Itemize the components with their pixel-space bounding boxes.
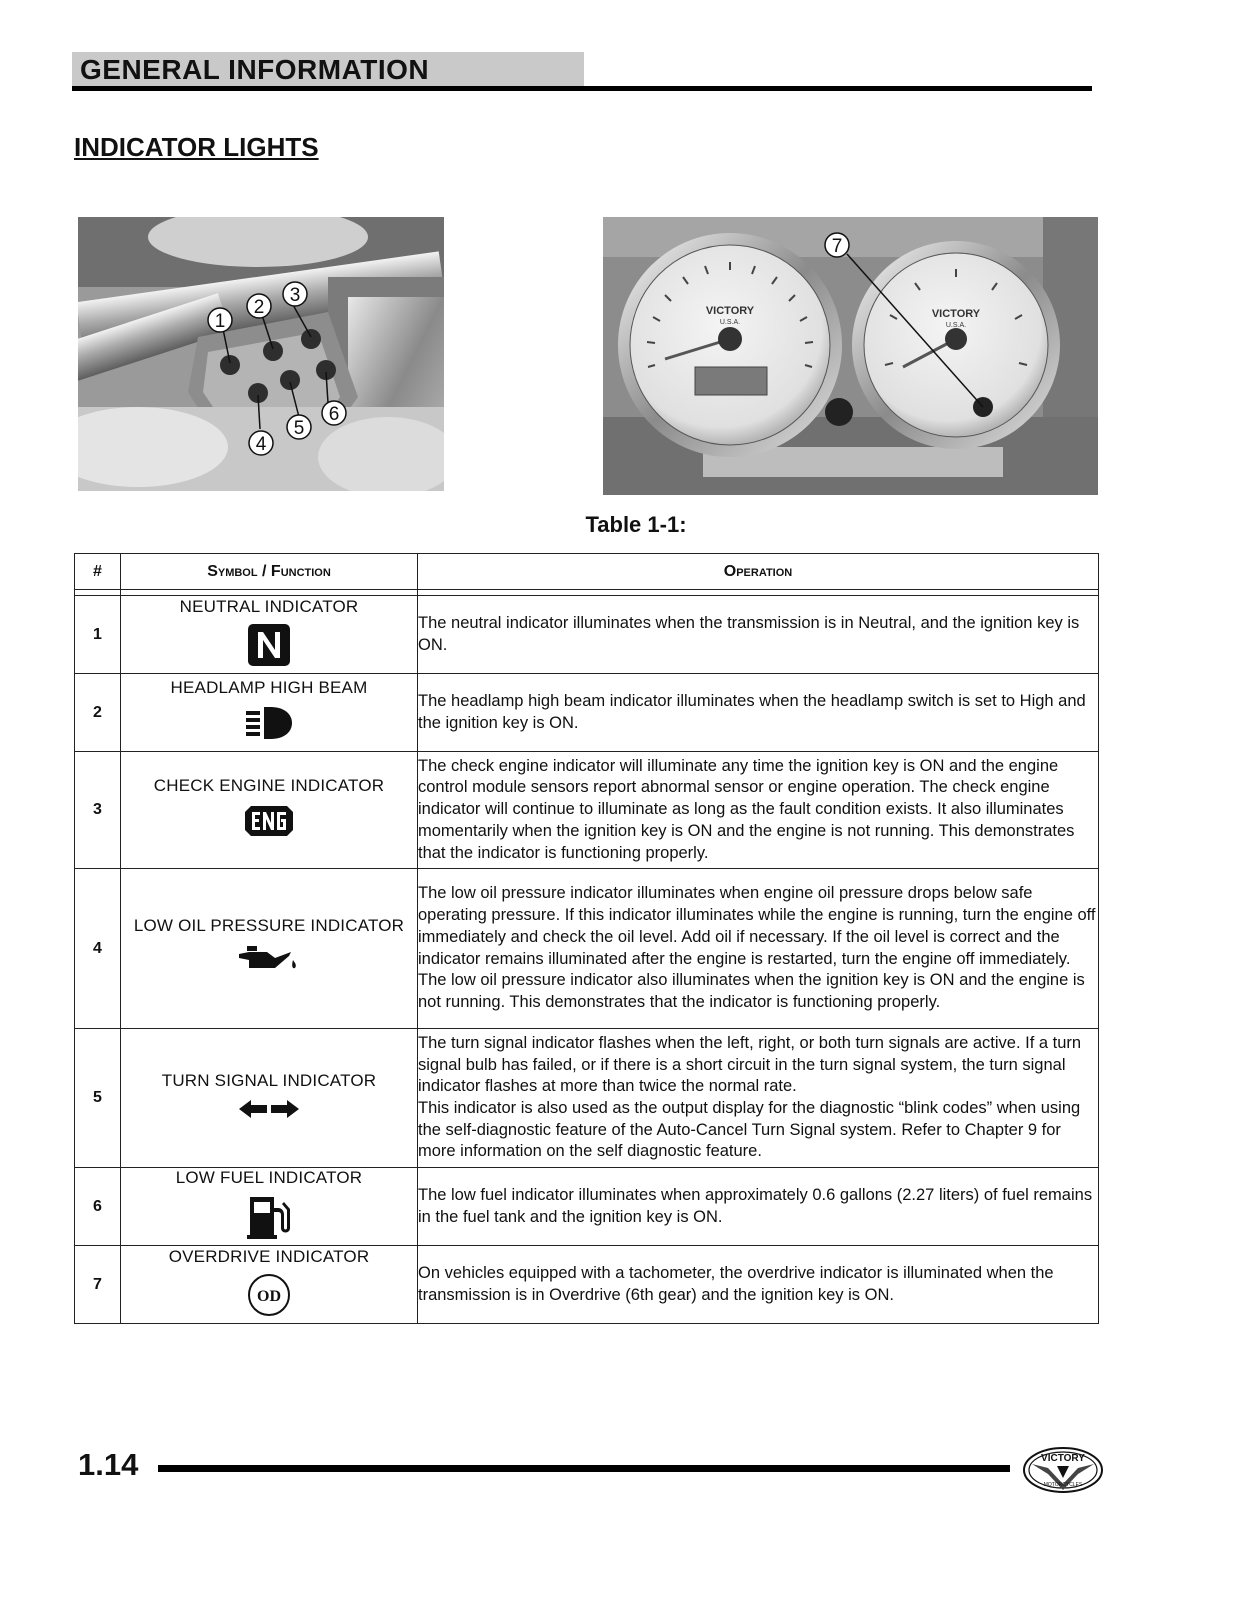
header-num: # (75, 554, 121, 590)
victory-logo (1022, 1446, 1104, 1494)
row-number: 5 (75, 1029, 121, 1168)
speedo-brand: VICTORY (705, 305, 755, 317)
operation-text: The headlamp high beam indicator illuminates when the headlamp switch is set to High and the ignition key is ON. (418, 691, 1086, 732)
callout-7: 7 (831, 236, 843, 257)
symbol-label: NEUTRAL INDICATOR (179, 597, 359, 616)
symbol-cell (121, 1246, 418, 1324)
indicator-table (74, 553, 1099, 1324)
row-number: 3 (75, 752, 121, 869)
operation-cell (418, 1029, 1099, 1168)
logo-subtext: MOTORCYCLES (1043, 1482, 1083, 1488)
operation-cell (418, 674, 1099, 752)
table-row (75, 596, 1099, 674)
table-header-row (75, 554, 1099, 590)
operation-text: The low oil pressure indicator also illuminates when the ignition key is ON and the engine is not running. This demonstrates that the indicator is functioning properly. (418, 971, 1085, 1011)
row-number: 6 (75, 1168, 121, 1246)
operation-cell (418, 1246, 1099, 1324)
operation-text: The check engine indicator will illuminate any time the ignition key is ON and the engine control module sensors report abnormal sensor or engine operation. The check engine indicator will continue to illuminate as long as the fault condition exists. It also illuminates momentarily when the ignition key is ON and the engine is not running. This demonstrates that the indicator is functioning properly. (418, 756, 1075, 862)
callout-1: 1 (214, 311, 226, 332)
callout-3: 3 (289, 285, 301, 306)
symbol-cell (121, 596, 418, 674)
operation-cell (418, 752, 1099, 869)
operation-cell (418, 596, 1099, 674)
symbol-cell (121, 752, 418, 869)
table-caption: Table 1-1: (585, 512, 687, 537)
table-row (75, 1029, 1099, 1168)
gauge-cluster-photo (603, 217, 1098, 495)
symbol-label: HEADLAMP HIGH BEAM (170, 678, 368, 697)
table-row (75, 869, 1099, 1029)
neutral-icon (247, 623, 291, 672)
symbol-cell (121, 1029, 418, 1168)
operation-cell (418, 869, 1099, 1029)
footer-rule (158, 1465, 1010, 1472)
table-row (75, 752, 1099, 869)
callout-6: 6 (328, 404, 340, 425)
header-rule (72, 86, 1092, 91)
handlebar-indicator-photo (78, 217, 444, 491)
turn-signal-icon (238, 1097, 300, 1126)
callout-2: 2 (253, 297, 265, 318)
operation-text: This indicator is also used as the output display for the diagnostic “blink codes” when using the self-diagnostic feature of the Auto-Cancel Turn Signal system. Refer to Chapter 9 for more information on the self diagnostic feature. (418, 1099, 1081, 1161)
row-number: 2 (75, 674, 121, 752)
operation-text: The low oil pressure indicator illuminates when engine oil pressure drops below safe operating pressure. If this indicator illuminates while the engine is running, turn the engine off immediately and check the oil level. Add oil if necessary. If the oil level is correct and the indicator remains illuminated after the engine is restarted, turn the engine off immediately. (418, 884, 1096, 968)
callout-4: 4 (255, 434, 267, 455)
section-title: GENERAL INFORMATION (80, 54, 430, 85)
row-number: 1 (75, 596, 121, 674)
fuel-pump-icon (246, 1194, 292, 1245)
symbol-label: LOW OIL PRESSURE INDICATOR (133, 916, 405, 935)
operation-text: The turn signal indicator flashes when the left, right, or both turn signals are active. If a turn signal bulb has failed, or if there is a short circuit in the turn signal system, the turn signal indicator flashes at more than twice the normal rate. (418, 1033, 1082, 1096)
symbol-label: LOW FUEL INDICATOR (175, 1168, 363, 1187)
header-symbol: Symbol / Function (121, 554, 418, 590)
page-number: 1.14 (78, 1447, 139, 1482)
symbol-label: OVERDRIVE INDICATOR (168, 1247, 370, 1266)
row-number: 4 (75, 869, 121, 1029)
high-beam-icon (244, 704, 294, 747)
tach-sub: U.S.A. (945, 322, 967, 329)
overdrive-icon-text: OD (257, 1288, 281, 1305)
oil-can-icon (237, 942, 301, 981)
operation-text: The neutral indicator illuminates when the transmission is in Neutral, and the ignition key is ON. (418, 613, 1080, 654)
symbol-cell (121, 674, 418, 752)
symbol-label: CHECK ENGINE INDICATOR (153, 775, 385, 795)
symbol-cell (121, 869, 418, 1029)
table-row (75, 674, 1099, 752)
symbol-label: TURN SIGNAL INDICATOR (161, 1070, 377, 1090)
callout-5: 5 (293, 418, 305, 439)
page-heading: INDICATOR LIGHTS (74, 132, 319, 162)
speedo-sub: U.S.A. (719, 319, 741, 326)
symbol-cell (121, 1168, 418, 1246)
operation-text: The low fuel indicator illuminates when approximately 0.6 gallons (2.27 liters) of fuel remains in the fuel tank and the ignition key is ON. (418, 1185, 1093, 1226)
header-operation: Operation (418, 554, 1099, 590)
overdrive-icon (247, 1273, 291, 1322)
table-row (75, 1246, 1099, 1324)
operation-text: On vehicles equipped with a tachometer, the overdrive indicator is illuminated when the transmission is in Overdrive (6th gear) and the ignition key is ON. (418, 1263, 1054, 1304)
check-engine-icon (243, 802, 295, 845)
table-row (75, 1168, 1099, 1246)
tach-brand: VICTORY (931, 308, 981, 320)
row-number: 7 (75, 1246, 121, 1324)
operation-cell (418, 1168, 1099, 1246)
logo-text: VICTORY (1041, 1453, 1085, 1464)
